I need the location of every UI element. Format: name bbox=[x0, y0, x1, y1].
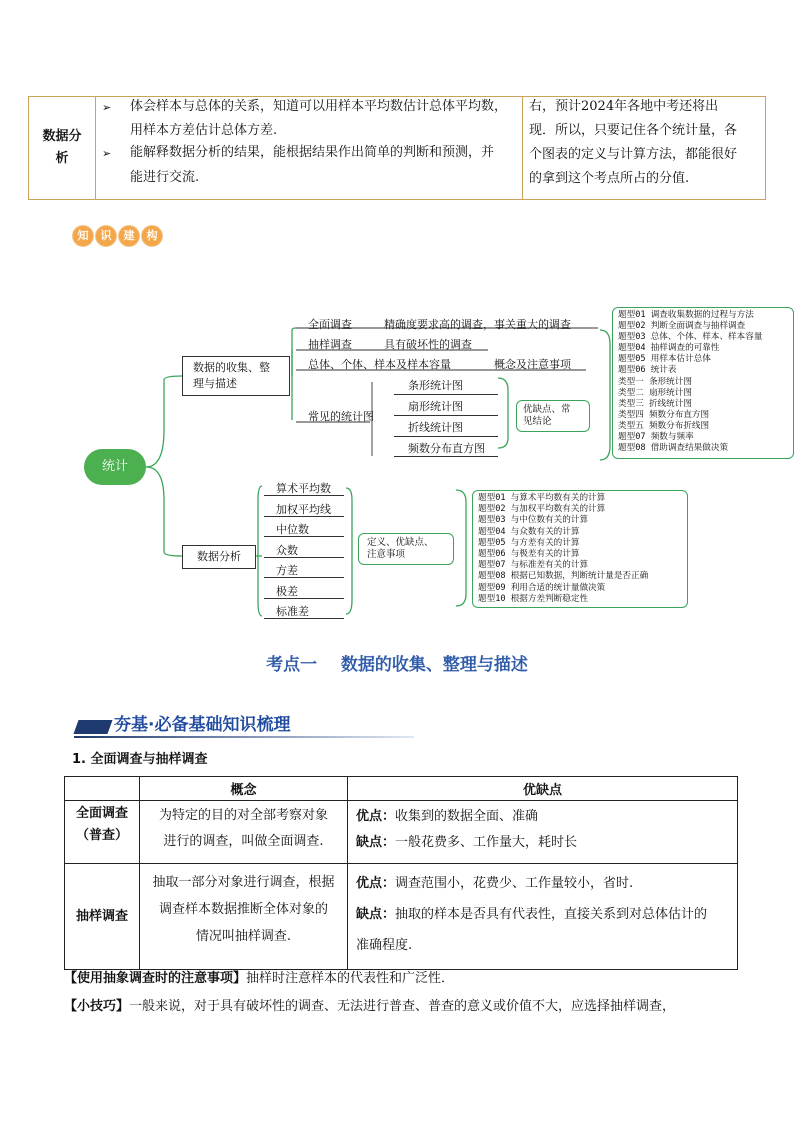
question-type-item: 题型03 总体、个体、样本、样本容量 bbox=[618, 332, 763, 343]
arrow-bullet-icon: ➢ bbox=[102, 101, 112, 114]
note-line: 的拿到这个考点所占的分值. bbox=[529, 171, 690, 186]
question-type-item: 题型09 利用合适的统计量做决策 bbox=[478, 582, 606, 593]
kaoji-banner bbox=[74, 710, 414, 738]
question-type-item: 题型04 与众数有关的计算 bbox=[478, 526, 580, 537]
bullet-line: 用样本方差估计总体方差. bbox=[130, 123, 278, 138]
header-concept: 概念 bbox=[230, 783, 257, 798]
question-type-item: 题型03 与中位数有关的计算 bbox=[478, 515, 589, 526]
chart-type: 条形统计图 bbox=[408, 379, 463, 392]
arrow-bullet-icon: ➢ bbox=[102, 147, 112, 160]
note-line: 右，预计2024年各地中考还将出 bbox=[529, 99, 719, 114]
stat-node: 标准差 bbox=[276, 605, 309, 618]
row-cons: 缺点：抽取的样本是否具有代表性，直接关系到对总体估计的 准确程度. bbox=[356, 907, 708, 953]
question-type-item: 题型06 与极差有关的计算 bbox=[478, 549, 580, 560]
question-type-item: 类型一 条形统计图 bbox=[618, 376, 692, 387]
note-census: 精确度要求高的调查，事关重大的调查 bbox=[384, 318, 571, 331]
question-type-item: 类型四 频数分布直方图 bbox=[618, 409, 710, 420]
question-type-item: 类型三 折线统计图 bbox=[618, 398, 692, 409]
mindmap-root: 统计 bbox=[84, 449, 146, 485]
objective-label: 数据分析 bbox=[29, 97, 96, 199]
row-name: 抽样调查 bbox=[75, 909, 128, 924]
charts-note: 优缺点、常见结论 bbox=[516, 400, 590, 432]
knowledge-structure-badge bbox=[72, 224, 164, 248]
types-list-1 bbox=[612, 307, 794, 459]
survey-table bbox=[64, 776, 738, 970]
branch-analysis: 数据分析 bbox=[182, 545, 256, 569]
objective-notes bbox=[523, 97, 765, 199]
question-type-item: 题型07 频数与频率 bbox=[618, 432, 694, 443]
question-type-item: 题型02 判断全面调查与抽样调查 bbox=[618, 321, 746, 332]
note-line: 现．所以，只要记住各个统计量，各 bbox=[529, 123, 738, 138]
question-type-item: 题型01 与算术平均数有关的计算 bbox=[478, 493, 606, 503]
node-charts: 常见的统计图 bbox=[308, 410, 374, 423]
node-population: 总体、个体、样本及样本容量 bbox=[308, 358, 451, 371]
node-sampling: 抽样调查 bbox=[308, 338, 352, 351]
question-type-item: 题型08 根据已知数据，判断统计量是否正确 bbox=[478, 571, 649, 582]
section-heading: 1. 全面调查与抽样调查 bbox=[72, 752, 208, 767]
question-type-item: 题型10 根据方差判断稳定性 bbox=[478, 593, 589, 604]
row-pros: 优点：调查范围小，花费少、工作量较小，省时. bbox=[356, 876, 634, 891]
banner-bar bbox=[73, 720, 112, 734]
stat-node: 中位数 bbox=[276, 523, 309, 536]
question-type-item: 题型07 与标准差有关的计算 bbox=[478, 560, 589, 571]
row-pros: 优点：收集到的数据全面、准确 bbox=[356, 809, 539, 824]
stat-node: 加权平均线 bbox=[276, 503, 331, 516]
question-type-item: 题型04 抽样调查的可靠性 bbox=[618, 343, 720, 354]
note-attention: 【使用抽象调查时的注意事项】抽样时注意样本的代表性和广泛性． bbox=[64, 971, 455, 986]
chart-type: 频数分布直方图 bbox=[408, 442, 485, 455]
note-population: 概念及注意事项 bbox=[494, 358, 571, 371]
stat-node: 算术平均数 bbox=[276, 482, 331, 495]
stat-node: 众数 bbox=[276, 544, 298, 557]
header-proscons: 优缺点 bbox=[522, 783, 562, 798]
kaodian-title: 考点一 数据的收集、整理与描述 bbox=[266, 655, 528, 675]
question-type-item: 类型五 频数分布折线图 bbox=[618, 420, 710, 431]
kaoji-title: 夯基·必备基础知识梳理 bbox=[114, 715, 291, 735]
branch-collection: 数据的收集、整理与描述 bbox=[182, 356, 290, 396]
bullet-line: 能解释数据分析的结果，能根据结果作出简单的判断和预测，并 bbox=[130, 145, 495, 160]
row-concept: 为特定的目的对全部考察对象 进行的调查，叫做全面调查. bbox=[158, 808, 328, 849]
chart-type: 折线统计图 bbox=[408, 421, 463, 434]
node-census: 全面调查 bbox=[308, 318, 352, 331]
note-tip: 【小技巧】一般来说，对于具有破坏性的调查、无法进行普查、普查的意义或价值不大，应选择抽样调查， bbox=[64, 999, 676, 1014]
note-line: 个图表的定义与计算方法，都能很好 bbox=[529, 147, 738, 162]
question-type-item: 题型08 借助调查结果做决策 bbox=[618, 443, 729, 454]
question-type-item: 题型05 与方差有关的计算 bbox=[478, 537, 580, 548]
question-type-item: 题型05 用样本估计总体 bbox=[618, 354, 711, 365]
badge-char: 识 bbox=[95, 225, 117, 247]
badge-char: 构 bbox=[141, 225, 163, 247]
stat-node: 极差 bbox=[276, 585, 298, 598]
note-sampling: 具有破坏性的调查 bbox=[384, 338, 472, 351]
stat-node: 方差 bbox=[276, 564, 298, 577]
objectives-table bbox=[28, 96, 766, 200]
badge-char: 建 bbox=[118, 225, 140, 247]
chart-type: 扇形统计图 bbox=[408, 400, 463, 413]
question-type-item: 题型01 调查收集数据的过程与方法 bbox=[618, 310, 754, 320]
row-cons: 缺点：一般花费多、工作量大，耗时长 bbox=[356, 835, 578, 850]
row-name: 全面调查 （普查） bbox=[75, 806, 128, 843]
row-concept: 抽取一部分对象进行调查，根据 调查样本数据推断全体对象的 情况叫抽样调查. bbox=[152, 875, 335, 944]
types-list-2 bbox=[472, 490, 688, 608]
question-type-item: 题型06 统计表 bbox=[618, 365, 677, 376]
bullet-line: 体会样本与总体的关系，知道可以用样本平均数估计总体平均数， bbox=[130, 99, 508, 114]
badge-char: 知 bbox=[72, 225, 94, 247]
question-type-item: 类型二 扇形统计图 bbox=[618, 387, 692, 398]
objective-bullets bbox=[96, 97, 523, 199]
bullet-line: 能进行交流. bbox=[130, 170, 200, 185]
stats-note: 定义、优缺点、注意事项 bbox=[358, 533, 454, 565]
question-type-item: 题型02 与加权平均数有关的计算 bbox=[478, 504, 606, 515]
